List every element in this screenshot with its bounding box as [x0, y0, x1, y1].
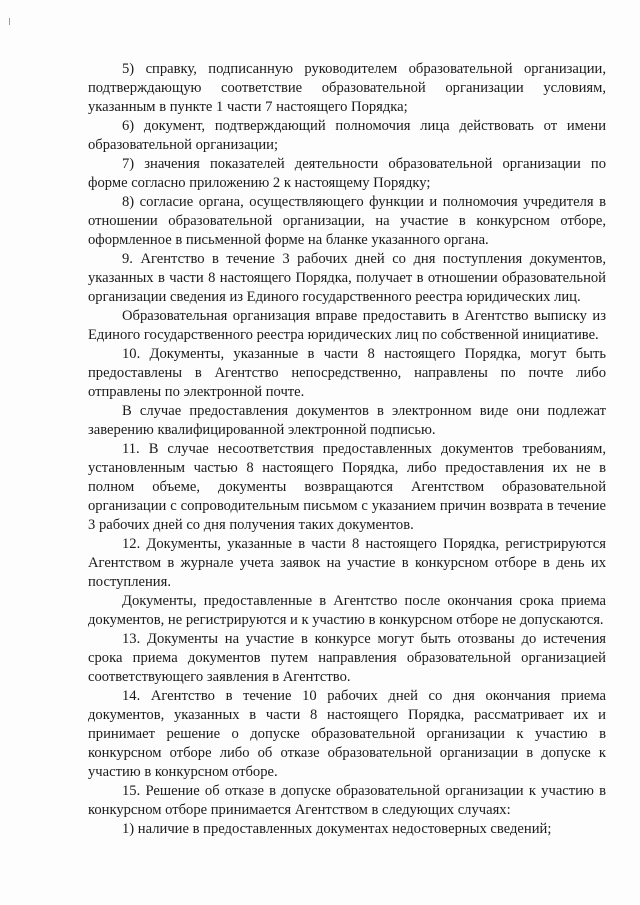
paragraph-section-12: 12. Документы, указанные в части 8 настоящего Порядка, регистрируются Агентством в журнале учета заявок на участие в конкурсном отборе в день их поступления.	[88, 536, 606, 590]
paragraph-section-11: 11. В случае несоответствия предоставленных документов требованиям, установленным частью 8 настоящего Порядка, либо предоставления их не в полном объеме, документы возвращаются Агентством образовательной организации с сопроводительным письмом с указанием причин возврата в течение 3 рабочих дней со дня получения таких документов.	[88, 441, 606, 533]
scan-artifact	[9, 18, 10, 25]
paragraph-item-5: 5) справку, подписанную руководителем образовательной организации, подтверждающую соответствие образовательной организации условиям, указанным в пункте 1 части 7 настоящего Порядка;	[88, 61, 606, 115]
paragraph-item-8: 8) согласие органа, осуществляющего функции и полномочия учредителя в отношении образовательной организации, на участие в конкурсном отборе, оформленное в письменной форме на бланке указанного органа.	[88, 194, 606, 248]
paragraph-section-10-note: В случае предоставления документов в электронном виде они подлежат заверению квалифицированной электронной подписью.	[88, 403, 606, 438]
paragraph-section-10: 10. Документы, указанные в части 8 настоящего Порядка, могут быть предоставлены в Агентство непосредственно, направлены по почте либо отправлены по электронной почте.	[88, 346, 606, 400]
paragraph-section-9: 9. Агентство в течение 3 рабочих дней со дня поступления документов, указанных в части 8 настоящего Порядка, получает в отношении образовательной организации сведения из Единого государственного реестра юридических лиц.	[88, 251, 606, 305]
document-body	[88, 60, 606, 839]
paragraph-section-12-note: Документы, предоставленные в Агентство после окончания срока приема документов, не регистрируются и к участию в конкурсном отборе не допускаются.	[88, 593, 606, 628]
paragraph-section-9-note: Образовательная организация вправе предоставить в Агентство выписку из Единого государственного реестра юридических лиц по собственной инициативе.	[88, 308, 606, 343]
paragraph-item-7: 7) значения показателей деятельности образовательной организации по форме согласно приложению 2 к настоящему Порядку;	[88, 156, 606, 191]
paragraph-section-15: 15. Решение об отказе в допуске образовательной организации к участию в конкурсном отборе принимается Агентством в следующих случаях:	[88, 783, 606, 818]
paragraph-section-13: 13. Документы на участие в конкурсе могут быть отозваны до истечения срока приема документов путем направления образовательной организацией соответствующего заявления в Агентство.	[88, 631, 606, 685]
paragraph-section-15-item-1: 1) наличие в предоставленных документах недостоверных сведений;	[122, 821, 552, 837]
paragraph-item-6: 6) документ, подтверждающий полномочия лица действовать от имени образовательной организации;	[88, 118, 606, 153]
paragraph-section-14: 14. Агентство в течение 10 рабочих дней со дня окончания приема документов, указанных в части 8 настоящего Порядка, рассматривает их и принимает решение о допуске образовательной организации к участию в конкурсном отборе либо об отказе образовательной организации в допуске к участию в конкурсном отборе.	[88, 688, 606, 780]
